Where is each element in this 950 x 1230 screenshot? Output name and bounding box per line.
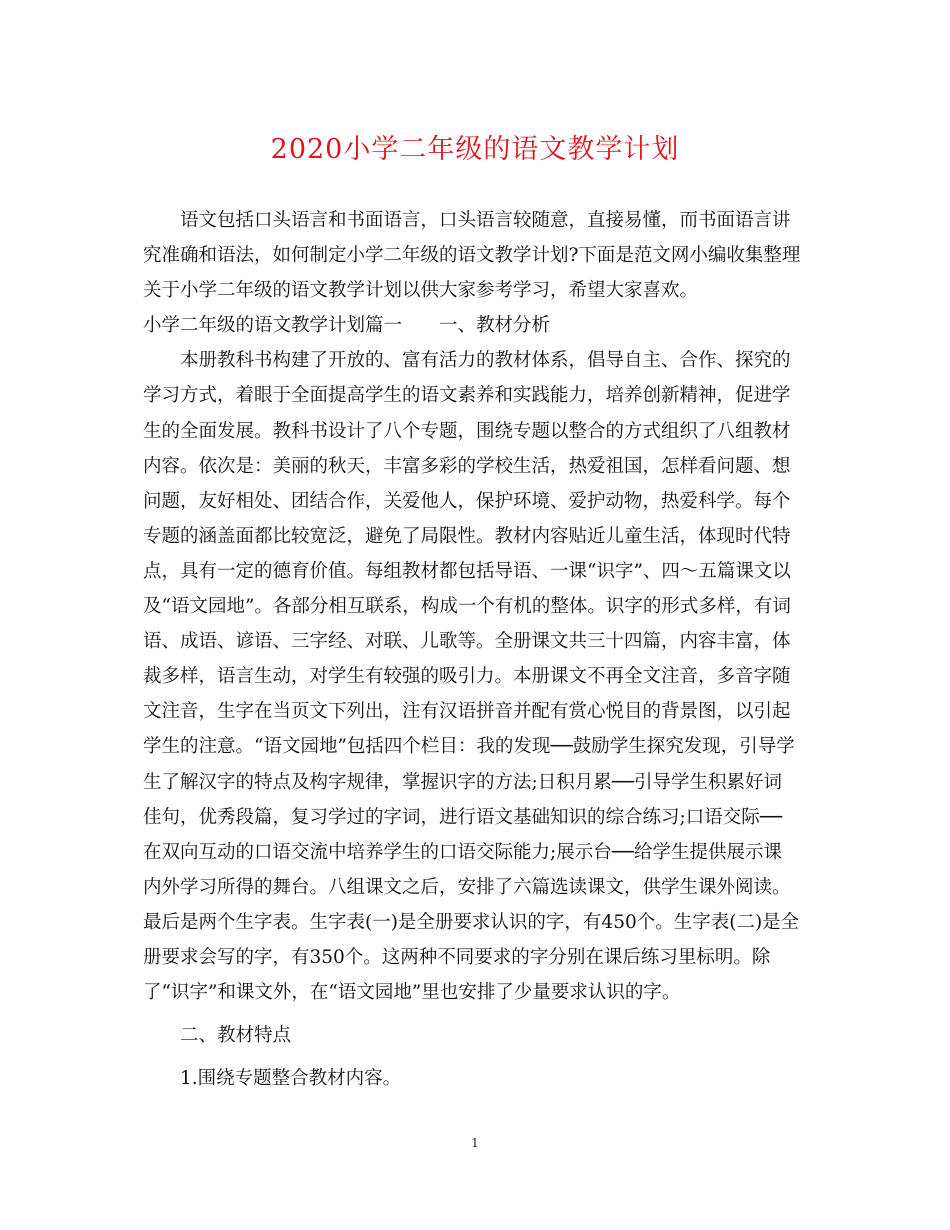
section-heading: 二、教材特点 xyxy=(180,1025,292,1047)
paragraph-line: 册要求会写的字，有350个。这两种不同要求的字分别在课后练习里标明。除 xyxy=(143,946,771,968)
paragraph-line: 生的全面发展。教科书设计了八个专题，围绕专题以整合的方式组织了八组教材 xyxy=(143,420,791,442)
paragraph-line: 学习方式，着眼于全面提高学生的语文素养和实践能力，培养创新精神，促进学 xyxy=(143,385,791,407)
page-number: 1 xyxy=(471,1136,479,1150)
paragraph-line: 及“语文园地”。各部分相互联系，构成一个有机的整体。识字的形式多样，有词 xyxy=(143,596,791,618)
paragraph-line: 问题，友好相处、团结合作，关爱他人，保护环境、爱护动物，热爱科学。每个 xyxy=(143,490,791,512)
paragraph-line: 究准确和语法，如何制定小学二年级的语文教学计划?下面是范文网小编收集整理 xyxy=(143,245,801,267)
document-title: 2020小学二年级的语文教学计划 xyxy=(270,134,680,165)
paragraph-line: 佳句，优秀段篇，复习学过的字词，进行语文基础知识的综合练习;口语交际── xyxy=(143,806,783,828)
paragraph-line: 关于小学二年级的语文教学计划以供大家参考学习，希望大家喜欢。 xyxy=(143,280,699,302)
paragraph-line: 文注音，生字在当页文下列出，注有汉语拼音并配有赏心悦目的背景图，以引起 xyxy=(143,701,791,723)
subsection-heading: 1.围绕专题整合教材内容。 xyxy=(180,1068,402,1090)
paragraph-line: 内外学习所得的舞台。八组课文之后，安排了六篇选读课文，供学生课外阅读。 xyxy=(143,876,791,898)
paragraph-line: 了“识字”和课文外，在“语文园地”里也安排了少量要求认识的字。 xyxy=(143,982,681,1004)
paragraph-line: 学生的注意。“语文园地”包括四个栏目：我的发现──鼓励学生探究发现，引导学 xyxy=(143,736,795,758)
paragraph-line: 专题的涵盖面都比较宽泛，避免了局限性。教材内容贴近儿童生活，体现时代特 xyxy=(143,525,791,547)
paragraph-line: 在双向互动的口语交流中培养学生的口语交际能力;展示台──给学生提供展示课 xyxy=(143,841,783,863)
paragraph-line: 语、成语、谚语、三字经、对联、儿歌等。全册课文共三十四篇，内容丰富，体 xyxy=(143,631,791,653)
paragraph-line: 本册教科书构建了开放的、富有活力的教材体系，倡导自主、合作、探究的 xyxy=(180,350,791,372)
section-heading-line: 小学二年级的语文教学计划篇一 一、教材分析 xyxy=(143,315,551,337)
paragraph-line: 生了解汉字的特点及构字规律，掌握识字的方法;日积月累──引导学生积累好词 xyxy=(143,771,783,793)
paragraph-line: 点，具有一定的德育价值。每组教材都包括导语、一课“识字”、四～五篇课文以 xyxy=(143,560,791,582)
paragraph-line: 裁多样，语言生动，对学生有较强的吸引力。本册课文不再全文注音，多音字随 xyxy=(143,666,791,688)
paragraph-line: 最后是两个生字表。生字表(一)是全册要求认识的字，有450个。生字表(二)是全 xyxy=(143,911,800,933)
document-body xyxy=(143,203,815,1096)
paragraph-line: 内容。依次是：美丽的秋天，丰富多彩的学校生活，热爱祖国，怎样看问题、想 xyxy=(143,455,791,477)
paragraph-line: 语文包括口头语言和书面语言，口头语言较随意，直接易懂，而书面语言讲 xyxy=(180,210,791,231)
